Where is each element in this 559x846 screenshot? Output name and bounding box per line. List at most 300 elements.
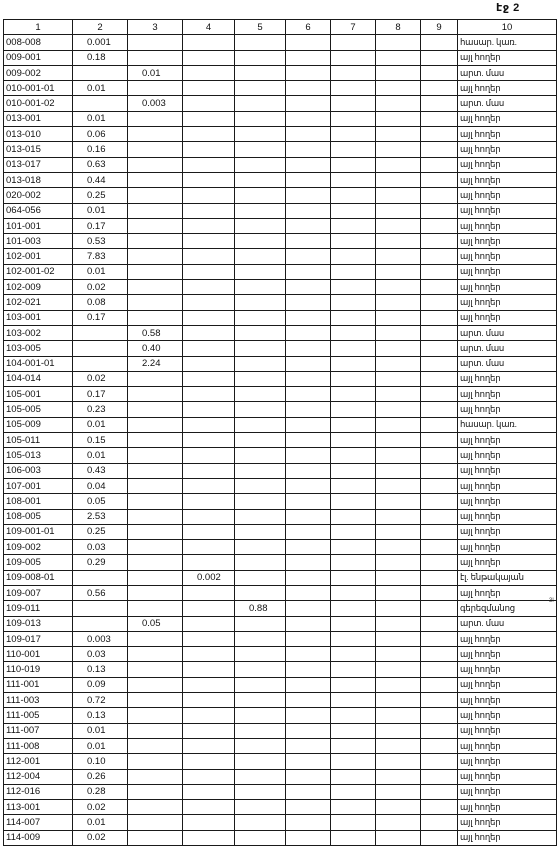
area-value-cell — [286, 172, 331, 187]
area-value-cell — [421, 677, 458, 692]
area-value-cell — [376, 677, 421, 692]
area-value-cell: 0.58 — [128, 325, 183, 340]
area-value-cell — [286, 708, 331, 723]
land-type-cell: արտ. մաս — [458, 65, 557, 80]
area-value-cell — [235, 769, 286, 784]
table-row — [4, 524, 557, 539]
area-value-cell — [331, 463, 376, 478]
area-value-cell — [183, 249, 235, 264]
area-value-cell — [331, 509, 376, 524]
parcel-code-cell: 102-009 — [4, 280, 73, 295]
area-value-cell — [331, 188, 376, 203]
area-value-cell — [331, 127, 376, 142]
land-type-cell: այլ հողեր — [458, 188, 557, 203]
area-value-cell — [331, 325, 376, 340]
area-value-cell — [183, 815, 235, 830]
area-value-cell — [376, 188, 421, 203]
table-row — [4, 540, 557, 555]
parcel-code-cell: 109-017 — [4, 631, 73, 646]
area-value-cell — [376, 448, 421, 463]
area-value-cell — [235, 280, 286, 295]
area-value-cell — [286, 616, 331, 631]
area-value-cell — [286, 524, 331, 539]
parcel-code-cell: 009-001 — [4, 50, 73, 65]
area-value-cell — [183, 433, 235, 448]
area-value-cell — [421, 433, 458, 448]
area-value-cell — [183, 387, 235, 402]
area-value-cell — [286, 310, 331, 325]
area-value-cell — [235, 218, 286, 233]
land-type-cell: էլ. ենթակայան — [458, 570, 557, 585]
parcel-code-cell: 108-005 — [4, 509, 73, 524]
area-value-cell — [183, 402, 235, 417]
area-value-cell — [128, 249, 183, 264]
area-value-cell: 0.72 — [73, 693, 128, 708]
area-value-cell — [128, 172, 183, 187]
area-value-cell — [331, 35, 376, 50]
table-row — [4, 325, 557, 340]
area-value-cell: 0.23 — [73, 402, 128, 417]
area-value-cell — [376, 142, 421, 157]
area-value-cell — [183, 356, 235, 371]
land-type-cell: այլ հողեր — [458, 784, 557, 799]
area-value-cell — [376, 433, 421, 448]
area-value-cell — [128, 509, 183, 524]
area-value-cell — [376, 570, 421, 585]
area-value-cell — [286, 417, 331, 432]
area-value-cell — [235, 647, 286, 662]
area-value-cell — [421, 754, 458, 769]
parcel-code-cell: 105-005 — [4, 402, 73, 417]
area-value-cell — [235, 81, 286, 96]
area-value-cell — [376, 784, 421, 799]
table-row — [4, 830, 557, 845]
area-value-cell — [331, 402, 376, 417]
land-type-cell: այլ հողեր — [458, 310, 557, 325]
area-value-cell — [235, 387, 286, 402]
area-value-cell: 0.09 — [73, 677, 128, 692]
area-value-cell — [235, 371, 286, 386]
area-value-cell — [331, 601, 376, 616]
area-value-cell — [421, 387, 458, 402]
area-value-cell — [376, 96, 421, 111]
area-value-cell — [128, 830, 183, 845]
area-value-cell — [286, 494, 331, 509]
land-type-cell: այլ հողեր — [458, 631, 557, 646]
column-header-7: 7 — [331, 20, 376, 35]
area-value-cell — [376, 111, 421, 126]
land-type-cell: այլ հողեր — [458, 81, 557, 96]
parcel-code-cell: 020-002 — [4, 188, 73, 203]
parcel-code-cell: 107-001 — [4, 478, 73, 493]
area-value-cell — [421, 249, 458, 264]
area-value-cell — [128, 815, 183, 830]
table-row — [4, 815, 557, 830]
area-value-cell — [183, 616, 235, 631]
area-value-cell — [183, 203, 235, 218]
parcel-code-cell: 103-001 — [4, 310, 73, 325]
land-type-cell: այլ հողեր — [458, 478, 557, 493]
area-value-cell — [235, 249, 286, 264]
land-type-cell: այլ հողեր — [458, 402, 557, 417]
area-value-cell — [286, 693, 331, 708]
area-value-cell — [235, 677, 286, 692]
area-value-cell — [235, 65, 286, 80]
parcel-code-cell: 114-009 — [4, 830, 73, 845]
area-value-cell — [421, 402, 458, 417]
area-value-cell: 0.01 — [73, 111, 128, 126]
area-value-cell — [331, 417, 376, 432]
area-value-cell — [421, 142, 458, 157]
area-value-cell — [376, 708, 421, 723]
table-row — [4, 723, 557, 738]
area-value-cell — [128, 203, 183, 218]
column-header-2: 2 — [73, 20, 128, 35]
area-value-cell — [286, 81, 331, 96]
area-value-cell — [376, 310, 421, 325]
table-row — [4, 280, 557, 295]
area-value-cell — [421, 203, 458, 218]
area-value-cell — [286, 601, 331, 616]
parcel-code-cell: 102-001 — [4, 249, 73, 264]
area-value-cell: 0.002 — [183, 570, 235, 585]
area-value-cell — [376, 81, 421, 96]
land-type-cell: այլ հողեր — [458, 280, 557, 295]
area-value-cell — [331, 815, 376, 830]
parcel-code-cell: 109-008-01 — [4, 570, 73, 585]
area-value-cell — [183, 677, 235, 692]
area-value-cell — [235, 417, 286, 432]
land-type-cell: այլ հողեր — [458, 494, 557, 509]
area-value-cell — [128, 601, 183, 616]
area-value-cell — [421, 280, 458, 295]
area-value-cell — [376, 127, 421, 142]
area-value-cell — [421, 769, 458, 784]
area-value-cell — [128, 677, 183, 692]
area-value-cell — [235, 310, 286, 325]
area-value-cell — [331, 142, 376, 157]
land-type-cell: այլ հողեր — [458, 295, 557, 310]
area-value-cell — [183, 50, 235, 65]
area-value-cell — [286, 540, 331, 555]
area-value-cell — [183, 157, 235, 172]
area-value-cell — [128, 738, 183, 753]
area-value-cell — [331, 264, 376, 279]
land-type-cell: այլ հողեր — [458, 433, 557, 448]
parcel-code-cell: 111-001 — [4, 677, 73, 692]
column-header-1: 1 — [4, 20, 73, 35]
area-value-cell — [376, 585, 421, 600]
land-type-cell: այլ հողեր — [458, 815, 557, 830]
column-header-5: 5 — [235, 20, 286, 35]
area-value-cell — [286, 35, 331, 50]
area-value-cell — [73, 96, 128, 111]
area-value-cell — [421, 234, 458, 249]
area-value-cell — [128, 448, 183, 463]
table-row — [4, 708, 557, 723]
table-row — [4, 463, 557, 478]
area-value-cell — [73, 616, 128, 631]
parcel-code-cell: 105-001 — [4, 387, 73, 402]
area-value-cell — [331, 387, 376, 402]
area-value-cell — [183, 555, 235, 570]
area-value-cell — [286, 585, 331, 600]
area-value-cell: 0.88 — [235, 601, 286, 616]
area-value-cell — [286, 738, 331, 753]
land-type-cell: այլ հողեր — [458, 509, 557, 524]
land-type-cell: այլ հողեր — [458, 172, 557, 187]
area-value-cell — [235, 738, 286, 753]
area-value-cell — [183, 754, 235, 769]
table-row — [4, 35, 557, 50]
table-row — [4, 402, 557, 417]
area-value-cell — [128, 234, 183, 249]
area-value-cell — [128, 188, 183, 203]
area-value-cell — [331, 65, 376, 80]
parcel-code-cell: 101-001 — [4, 218, 73, 233]
area-value-cell — [235, 631, 286, 646]
land-type-cell: հասար. կառ. — [458, 417, 557, 432]
area-value-cell — [235, 463, 286, 478]
table-row — [4, 601, 557, 616]
parcel-code-cell: 105-009 — [4, 417, 73, 432]
area-value-cell — [376, 509, 421, 524]
land-type-cell: այլ հողեր — [458, 647, 557, 662]
area-value-cell — [376, 601, 421, 616]
area-value-cell — [421, 81, 458, 96]
area-value-cell — [235, 203, 286, 218]
area-value-cell — [376, 417, 421, 432]
area-value-cell — [421, 35, 458, 50]
area-value-cell — [183, 631, 235, 646]
area-value-cell — [376, 234, 421, 249]
table-row — [4, 662, 557, 677]
area-value-cell — [183, 371, 235, 386]
page-number-label: էջ 2 — [496, 2, 520, 14]
parcel-code-cell: 111-007 — [4, 723, 73, 738]
land-type-cell: այլ հողեր — [458, 723, 557, 738]
table-row — [4, 585, 557, 600]
table-row — [4, 356, 557, 371]
area-value-cell — [183, 540, 235, 555]
area-value-cell — [286, 647, 331, 662]
area-value-cell — [286, 127, 331, 142]
area-value-cell — [331, 478, 376, 493]
area-value-cell — [235, 96, 286, 111]
area-value-cell: 0.43 — [73, 463, 128, 478]
land-type-cell: այլ հողեր — [458, 387, 557, 402]
land-type-cell: այլ հողեր — [458, 218, 557, 233]
parcel-code-cell: 110-019 — [4, 662, 73, 677]
area-value-cell — [183, 172, 235, 187]
area-value-cell — [331, 494, 376, 509]
area-value-cell — [286, 402, 331, 417]
table-row — [4, 341, 557, 356]
land-type-cell: այլ հողեր — [458, 371, 557, 386]
parcel-code-cell: 109-001-01 — [4, 524, 73, 539]
table-row — [4, 754, 557, 769]
area-value-cell — [331, 677, 376, 692]
area-value-cell — [183, 310, 235, 325]
parcel-code-cell: 010-001-02 — [4, 96, 73, 111]
area-value-cell — [421, 631, 458, 646]
area-value-cell — [286, 356, 331, 371]
land-type-cell: արտ. մաս — [458, 96, 557, 111]
area-value-cell: 0.02 — [73, 800, 128, 815]
area-value-cell — [286, 478, 331, 493]
area-value-cell — [376, 264, 421, 279]
area-value-cell — [128, 540, 183, 555]
table-row — [4, 188, 557, 203]
column-header-10: 10 — [458, 20, 557, 35]
area-value-cell — [128, 631, 183, 646]
area-value-cell — [235, 693, 286, 708]
land-type-cell: այլ հողեր — [458, 677, 557, 692]
area-value-cell — [421, 738, 458, 753]
area-value-cell — [421, 723, 458, 738]
area-value-cell — [235, 815, 286, 830]
area-value-cell: 0.29 — [73, 555, 128, 570]
parcel-code-cell: 109-011 — [4, 601, 73, 616]
area-value-cell — [183, 647, 235, 662]
area-value-cell — [183, 585, 235, 600]
area-value-cell — [128, 417, 183, 432]
table-row — [4, 218, 557, 233]
area-value-cell — [331, 218, 376, 233]
area-value-cell: 0.17 — [73, 387, 128, 402]
area-value-cell — [286, 188, 331, 203]
area-value-cell: 0.26 — [73, 769, 128, 784]
area-value-cell — [235, 325, 286, 340]
area-value-cell — [128, 570, 183, 585]
area-value-cell — [235, 478, 286, 493]
table-row — [4, 142, 557, 157]
table-row — [4, 448, 557, 463]
column-header-6: 6 — [286, 20, 331, 35]
table-row — [4, 417, 557, 432]
area-value-cell — [183, 723, 235, 738]
land-type-cell: այլ հողեր — [458, 662, 557, 677]
area-value-cell — [331, 203, 376, 218]
area-value-cell — [331, 172, 376, 187]
area-value-cell — [235, 356, 286, 371]
area-value-cell: 0.05 — [128, 616, 183, 631]
area-value-cell — [376, 463, 421, 478]
area-value-cell — [376, 815, 421, 830]
area-value-cell — [73, 341, 128, 356]
area-value-cell — [235, 784, 286, 799]
land-type-cell: այլ հողեր — [458, 754, 557, 769]
area-value-cell — [421, 295, 458, 310]
parcel-code-cell: 112-016 — [4, 784, 73, 799]
parcel-code-cell: 111-005 — [4, 708, 73, 723]
land-type-cell: այլ հողեր — [458, 142, 557, 157]
area-value-cell — [421, 218, 458, 233]
area-value-cell — [286, 295, 331, 310]
area-value-cell: 0.63 — [73, 157, 128, 172]
area-value-cell: 0.01 — [73, 448, 128, 463]
area-value-cell — [183, 417, 235, 432]
parcel-code-cell: 013-010 — [4, 127, 73, 142]
area-value-cell — [421, 188, 458, 203]
parcel-code-cell: 064-056 — [4, 203, 73, 218]
area-value-cell — [286, 111, 331, 126]
area-value-cell — [376, 203, 421, 218]
area-value-cell — [286, 157, 331, 172]
area-value-cell — [128, 494, 183, 509]
area-value-cell: 0.01 — [73, 815, 128, 830]
column-header-3: 3 — [128, 20, 183, 35]
area-value-cell — [331, 524, 376, 539]
area-value-cell — [128, 218, 183, 233]
area-value-cell — [286, 662, 331, 677]
area-value-cell — [421, 784, 458, 799]
area-value-cell — [235, 570, 286, 585]
area-value-cell — [183, 494, 235, 509]
area-value-cell — [331, 356, 376, 371]
area-value-cell — [376, 662, 421, 677]
area-value-cell — [183, 463, 235, 478]
parcel-code-cell: 102-021 — [4, 295, 73, 310]
area-value-cell — [286, 203, 331, 218]
table-row — [4, 800, 557, 815]
area-value-cell — [376, 35, 421, 50]
area-value-cell: 0.01 — [73, 203, 128, 218]
area-value-cell — [235, 616, 286, 631]
table-row — [4, 96, 557, 111]
area-value-cell — [376, 249, 421, 264]
margin-mark: 3l — [549, 598, 554, 604]
area-value-cell — [286, 463, 331, 478]
land-type-cell: այլ հողեր — [458, 540, 557, 555]
land-type-cell: այլ հողեր — [458, 769, 557, 784]
area-value-cell: 0.40 — [128, 341, 183, 356]
area-value-cell — [421, 524, 458, 539]
area-value-cell — [128, 555, 183, 570]
area-value-cell — [376, 218, 421, 233]
parcel-code-cell: 108-001 — [4, 494, 73, 509]
area-value-cell — [128, 800, 183, 815]
area-value-cell — [183, 188, 235, 203]
area-value-cell — [286, 570, 331, 585]
land-type-cell: այլ հողեր — [458, 708, 557, 723]
parcel-code-cell: 109-007 — [4, 585, 73, 600]
area-value-cell — [286, 815, 331, 830]
table-row — [4, 693, 557, 708]
area-value-cell — [286, 555, 331, 570]
table-row — [4, 65, 557, 80]
area-value-cell — [286, 830, 331, 845]
area-value-cell — [421, 662, 458, 677]
area-value-cell: 0.02 — [73, 830, 128, 845]
area-value-cell — [183, 280, 235, 295]
area-value-cell — [235, 800, 286, 815]
table-row — [4, 81, 557, 96]
table-row — [4, 295, 557, 310]
area-value-cell — [183, 234, 235, 249]
area-value-cell — [73, 570, 128, 585]
land-type-cell: արտ. մաս — [458, 325, 557, 340]
land-type-cell: հասար. կառ. — [458, 35, 557, 50]
area-value-cell — [421, 463, 458, 478]
area-value-cell: 2.53 — [73, 509, 128, 524]
land-type-cell: այլ հողեր — [458, 693, 557, 708]
land-type-cell: այլ հողեր — [458, 800, 557, 815]
area-value-cell — [128, 295, 183, 310]
area-value-cell — [286, 448, 331, 463]
area-value-cell — [331, 784, 376, 799]
area-value-cell: 7.83 — [73, 249, 128, 264]
